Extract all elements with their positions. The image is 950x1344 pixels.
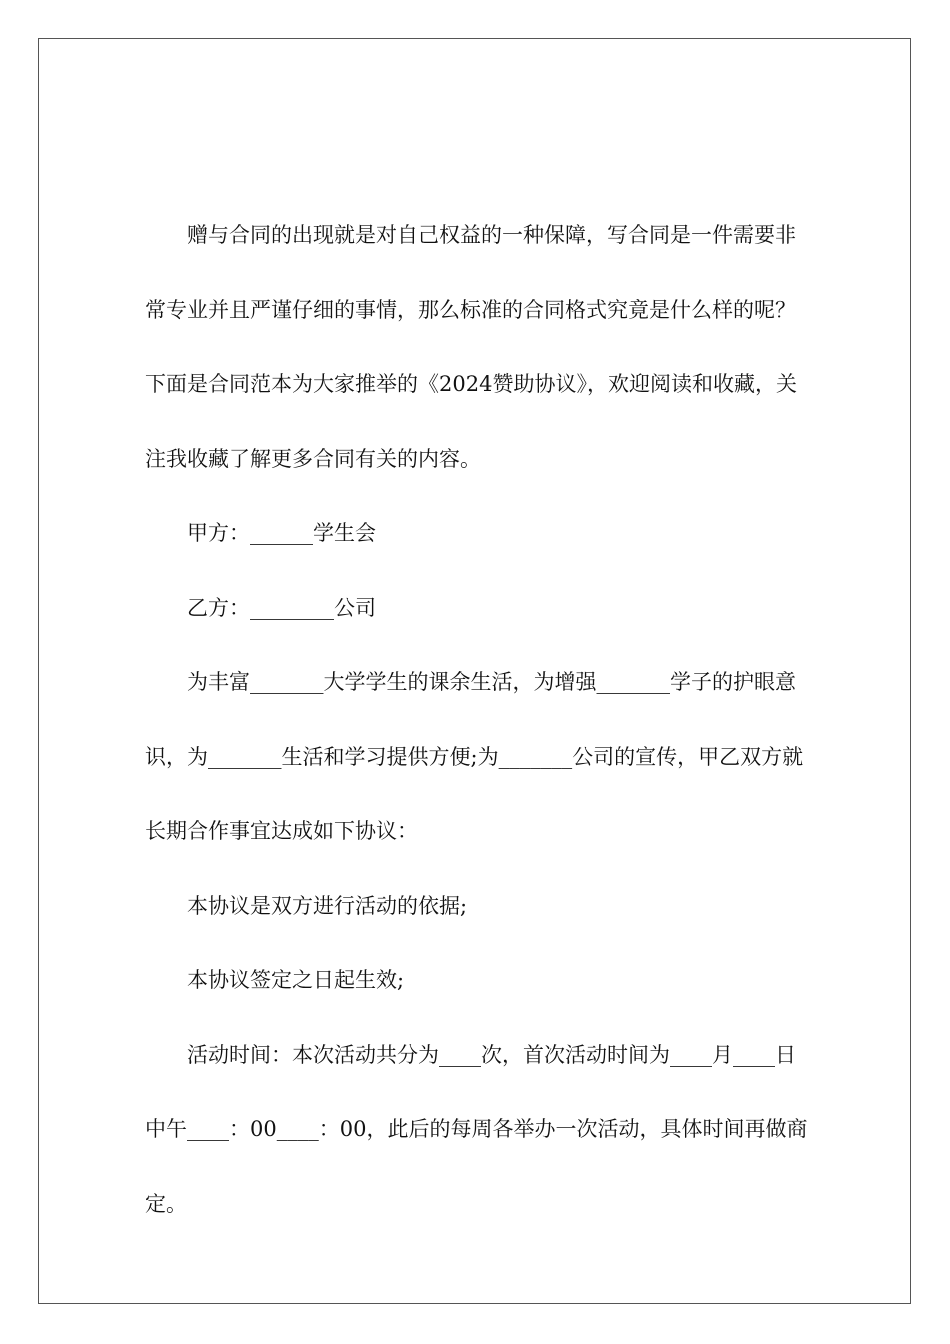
document-body — [145, 198, 810, 1241]
intro-paragraph: 赠与合同的出现就是对自己权益的一种保障，写合同是一件需要非常专业并且严谨仔细的事情，那么标准的合同格式究竟是什么样的呢？下面是合同范本为大家推举的《2024赞助协议》，欢迎阅读和收藏，关注我收藏了解更多合同有关的内容。 — [145, 223, 797, 471]
clause-effective: 本协议签定之日起生效; — [187, 968, 405, 992]
purpose-paragraph: 为丰富_______大学学生的课余生活，为增强_______学子的护眼意识，为_______生活和学习提供方便;为_______公司的宣传，甲乙双方就长期合作事宜达成如下协议： — [145, 670, 804, 843]
clause-basis: 本协议是双方进行活动的依据; — [187, 893, 468, 918]
activity-time-paragraph: 活动时间：本次活动共分为____次，首次活动时间为____月____日中午____：00____：00，此后的每周各举办一次活动，具体时间再做商定。 — [145, 1042, 808, 1216]
party-a-line: 甲方：______学生会 — [187, 521, 376, 545]
party-b-line: 乙方：________公司 — [187, 595, 376, 620]
